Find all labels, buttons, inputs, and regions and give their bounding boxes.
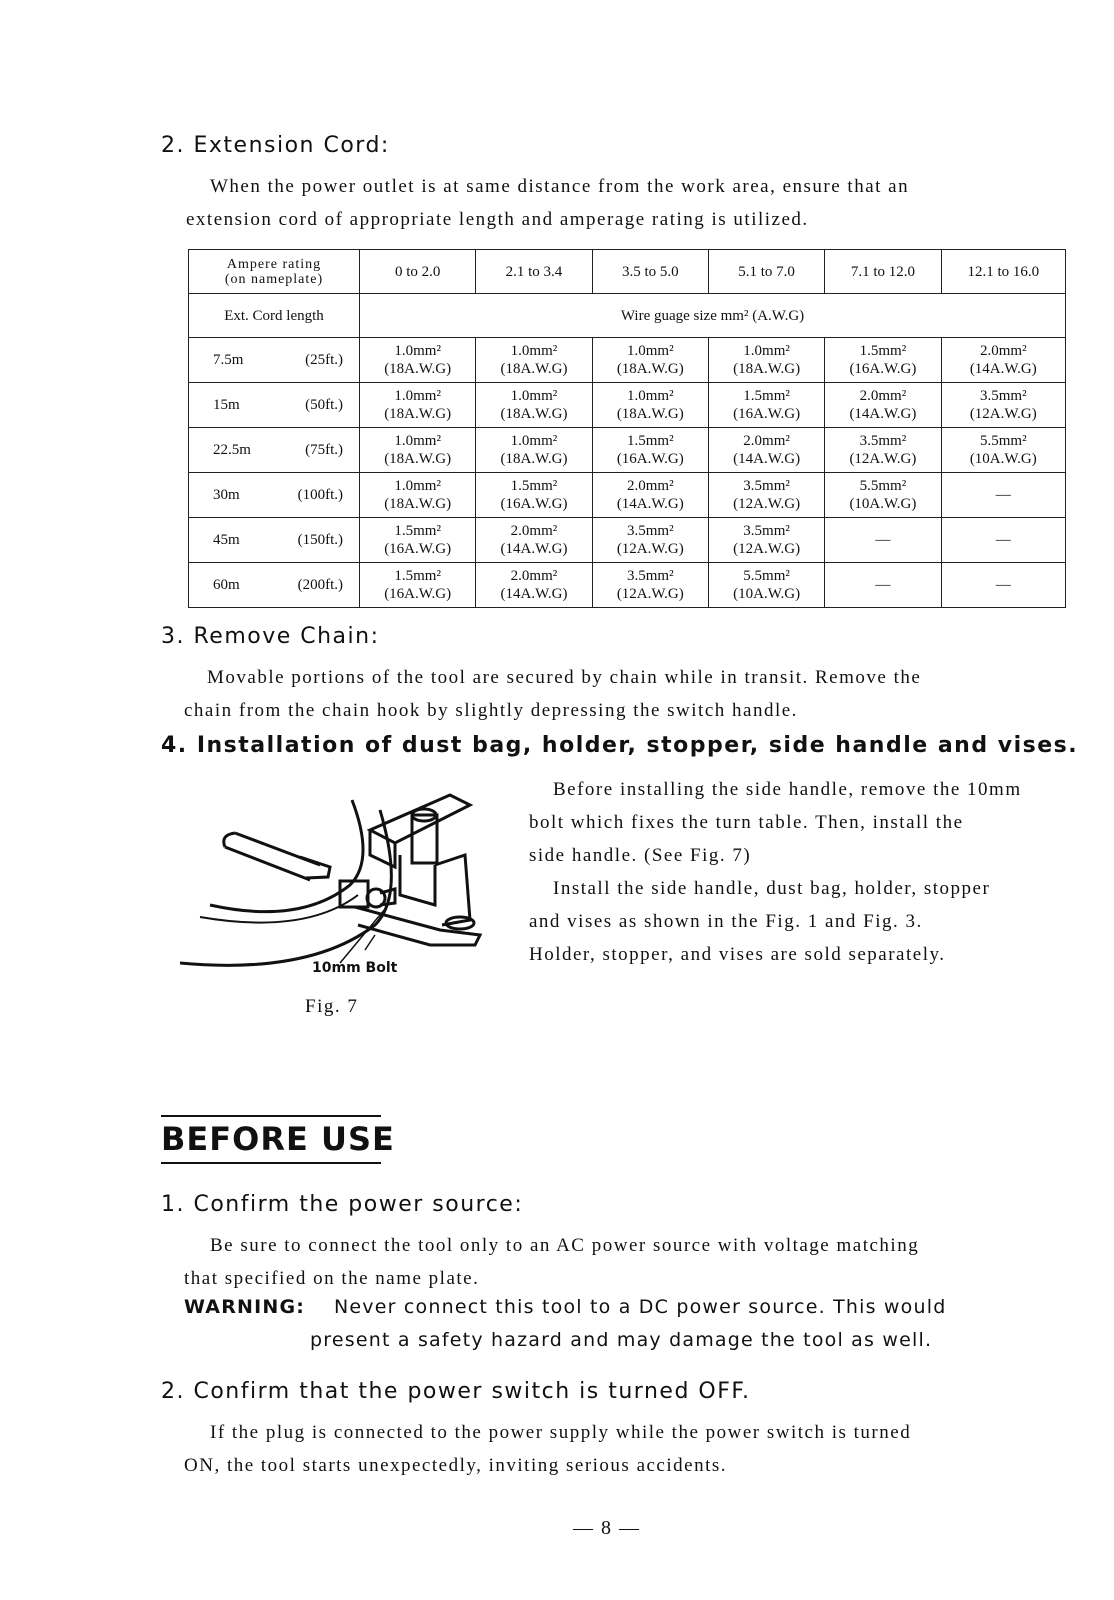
gauge-awg: (18A.W.G) <box>384 406 452 422</box>
gauge-mm2: 1.5mm² <box>394 568 441 584</box>
gauge-cell <box>825 338 941 383</box>
gauge-cell <box>825 563 941 608</box>
length-feet: (100ft.) <box>297 487 343 503</box>
cord-length-cell <box>189 428 360 473</box>
cord-length-cell <box>189 563 360 608</box>
gauge-cell <box>941 338 1065 383</box>
gauge-awg: (10A.W.G) <box>733 586 801 602</box>
range-header: 5.1 to 7.0 <box>708 250 824 294</box>
gauge-cell <box>592 383 708 428</box>
length-meters: 60m <box>213 577 240 593</box>
table-row <box>189 383 1066 428</box>
gauge-cell <box>592 518 708 563</box>
gauge-awg: (18A.W.G) <box>500 406 568 422</box>
gauge-awg: (14A.W.G) <box>616 496 684 512</box>
install-line2: bolt which fixes the turn table. Then, install the <box>529 812 964 833</box>
gauge-cell <box>941 428 1065 473</box>
gauge-mm2: 3.5mm² <box>859 433 907 449</box>
switch-para-line1: If the plug is connected to the power supply while the power switch is turned <box>210 1422 912 1443</box>
table-row <box>189 338 1066 383</box>
gauge-cell <box>592 338 708 383</box>
range-header: 2.1 to 3.4 <box>476 250 592 294</box>
gauge-cell <box>476 338 592 383</box>
length-feet: (75ft.) <box>305 442 343 458</box>
gauge-cell <box>825 428 941 473</box>
page-number: — 8 — <box>573 1517 641 1539</box>
switch-para-line2: ON, the tool starts unexpectedly, inviting serious accidents. <box>184 1455 728 1476</box>
gauge-mm2: 5.5mm² <box>743 568 790 584</box>
table-row <box>189 473 1066 518</box>
install-line3: side handle. (See Fig. 7) <box>529 845 752 866</box>
warning-line1: Never connect this tool to a DC power source. This would <box>334 1296 947 1318</box>
power-source-para-line2: that specified on the name plate. <box>184 1268 480 1289</box>
gauge-awg: (14A.W.G) <box>500 586 568 602</box>
gauge-mm2: 1.0mm² <box>743 343 790 359</box>
gauge-mm2: 1.0mm² <box>626 343 674 359</box>
gauge-mm2: 3.5mm² <box>979 388 1027 404</box>
gauge-cell <box>360 428 476 473</box>
gauge-cell <box>592 428 708 473</box>
fig7-bolt-label: 10mm Bolt <box>312 960 398 976</box>
gauge-awg: (14A.W.G) <box>733 451 801 467</box>
before-use-top-rule <box>161 1115 381 1117</box>
install-line5: and vises as shown in the Fig. 1 and Fig. 3. <box>529 911 923 932</box>
gauge-cell <box>708 428 824 473</box>
gauge-mm2: 2.0mm² <box>510 523 558 539</box>
gauge-cell <box>476 473 592 518</box>
gauge-awg: (18A.W.G) <box>500 361 568 377</box>
length-meters: 22.5m <box>213 442 251 458</box>
gauge-awg: (18A.W.G) <box>500 451 568 467</box>
nameplate-label: (on nameplate) <box>224 271 324 287</box>
before-use-bottom-rule <box>161 1162 381 1164</box>
gauge-mm2: 1.0mm² <box>394 433 441 449</box>
install-line6: Holder, stopper, and vises are sold separately. <box>529 944 946 965</box>
gauge-mm2: — <box>875 532 891 548</box>
gauge-cell <box>476 518 592 563</box>
gauge-mm2: 5.5mm² <box>979 433 1027 449</box>
gauge-cell <box>476 428 592 473</box>
ext-cord-length-header: Ext. Cord length <box>189 294 360 338</box>
gauge-cell <box>476 383 592 428</box>
gauge-cell <box>941 473 1065 518</box>
gauge-mm2: 1.0mm² <box>394 388 441 404</box>
gauge-mm2: 1.5mm² <box>510 478 558 494</box>
gauge-mm2: 1.5mm² <box>626 433 674 449</box>
gauge-awg: (12A.W.G) <box>733 541 801 557</box>
gauge-cell <box>476 563 592 608</box>
length-feet: (25ft.) <box>305 352 343 368</box>
length-meters: 7.5m <box>213 352 244 368</box>
gauge-mm2: 3.5mm² <box>626 568 674 584</box>
gauge-mm2: 2.0mm² <box>626 478 674 494</box>
gauge-mm2: 3.5mm² <box>626 523 674 539</box>
gauge-cell <box>708 563 824 608</box>
gauge-awg: (12A.W.G) <box>616 541 684 557</box>
confirm-power-source-title: 1. Confirm the power source: <box>161 1192 524 1217</box>
gauge-cell <box>825 518 941 563</box>
section-title-installation: 4. Installation of dust bag, holder, stopper, side handle and vises. <box>161 733 1079 758</box>
length-feet: (150ft.) <box>297 532 343 548</box>
table-row <box>189 518 1066 563</box>
range-header: 3.5 to 5.0 <box>592 250 708 294</box>
gauge-awg: (12A.W.G) <box>733 496 801 512</box>
gauge-awg: (10A.W.G) <box>849 496 917 512</box>
gauge-cell <box>592 563 708 608</box>
cord-length-cell <box>189 338 360 383</box>
install-line1: Before installing the side handle, remove the 10mm <box>553 779 1022 800</box>
length-meters: 30m <box>213 487 240 503</box>
gauge-cell <box>941 563 1065 608</box>
wire-gauge-header: Wire guage size mm² (A.W.G) <box>360 294 1066 338</box>
chain-para-line2: chain from the chain hook by slightly depressing the switch handle. <box>184 700 798 721</box>
cord-length-cell <box>189 473 360 518</box>
gauge-cell <box>360 473 476 518</box>
extension-para-line1: When the power outlet is at same distance from the work area, ensure that an <box>210 176 910 197</box>
length-feet: (200ft.) <box>297 577 343 593</box>
gauge-mm2: 1.0mm² <box>510 343 558 359</box>
range-header: 7.1 to 12.0 <box>825 250 941 294</box>
gauge-cell <box>708 518 824 563</box>
gauge-mm2: 5.5mm² <box>859 478 907 494</box>
gauge-mm2: 3.5mm² <box>743 478 790 494</box>
power-source-para-line1: Be sure to connect the tool only to an AC power source with voltage matching <box>210 1235 920 1256</box>
gauge-awg: (14A.W.G) <box>500 541 568 557</box>
gauge-mm2: 1.0mm² <box>394 478 441 494</box>
gauge-mm2: 1.0mm² <box>394 343 441 359</box>
wire-gauge-table <box>188 249 1066 608</box>
gauge-cell <box>360 338 476 383</box>
gauge-cell <box>360 563 476 608</box>
warning-line2: present a safety hazard and may damage the tool as well. <box>310 1329 933 1351</box>
gauge-cell <box>708 338 824 383</box>
gauge-awg: (16A.W.G) <box>733 406 801 422</box>
gauge-awg: (16A.W.G) <box>384 586 452 602</box>
length-meters: 15m <box>213 397 240 413</box>
gauge-mm2: 1.0mm² <box>626 388 674 404</box>
gauge-awg: (14A.W.G) <box>849 406 917 422</box>
cord-length-cell <box>189 518 360 563</box>
gauge-awg: (12A.W.G) <box>616 586 684 602</box>
gauge-mm2: 2.0mm² <box>510 568 558 584</box>
length-meters: 45m <box>213 532 240 548</box>
gauge-awg: (18A.W.G) <box>384 361 452 377</box>
chain-para-line1: Movable portions of the tool are secured by chain while in transit. Remove the <box>207 667 922 688</box>
gauge-mm2: 1.5mm² <box>743 388 790 404</box>
gauge-cell <box>360 518 476 563</box>
gauge-mm2: — <box>995 577 1011 593</box>
before-use-heading: BEFORE USE <box>161 1120 395 1158</box>
ampere-rating-label: Ampere rating <box>226 256 322 272</box>
table-row <box>189 428 1066 473</box>
gauge-awg: (18A.W.G) <box>616 361 684 377</box>
gauge-cell <box>592 473 708 518</box>
gauge-awg: (16A.W.G) <box>616 451 684 467</box>
gauge-awg: (18A.W.G) <box>384 496 452 512</box>
confirm-switch-off-title: 2. Confirm that the power switch is turned OFF. <box>161 1379 751 1404</box>
gauge-mm2: 1.0mm² <box>510 433 558 449</box>
gauge-cell <box>825 473 941 518</box>
gauge-cell <box>941 518 1065 563</box>
gauge-mm2: 2.0mm² <box>979 343 1027 359</box>
gauge-awg: (18A.W.G) <box>616 406 684 422</box>
section-title-remove-chain: 3. Remove Chain: <box>161 624 380 649</box>
gauge-awg: (16A.W.G) <box>849 361 917 377</box>
install-line4: Install the side handle, dust bag, holder, stopper <box>553 878 991 899</box>
warning-label: WARNING: <box>184 1296 306 1318</box>
gauge-mm2: 3.5mm² <box>743 523 790 539</box>
gauge-mm2: 1.0mm² <box>510 388 558 404</box>
gauge-awg: (16A.W.G) <box>384 541 452 557</box>
gauge-mm2: 1.5mm² <box>859 343 907 359</box>
length-feet: (50ft.) <box>305 397 343 413</box>
gauge-awg: (14A.W.G) <box>969 361 1037 377</box>
gauge-cell <box>360 383 476 428</box>
gauge-awg: (16A.W.G) <box>500 496 568 512</box>
extension-para-line2: extension cord of appropriate length and amperage rating is utilized. <box>186 209 809 230</box>
gauge-awg: (18A.W.G) <box>733 361 801 377</box>
gauge-cell <box>708 383 824 428</box>
ampere-rating-header <box>189 250 360 294</box>
gauge-mm2: 2.0mm² <box>859 388 907 404</box>
gauge-cell <box>708 473 824 518</box>
gauge-cell <box>941 383 1065 428</box>
table-row <box>189 563 1066 608</box>
gauge-awg: (12A.W.G) <box>849 451 917 467</box>
cord-length-cell <box>189 383 360 428</box>
gauge-mm2: 2.0mm² <box>743 433 790 449</box>
gauge-mm2: — <box>995 532 1011 548</box>
section-title-extension-cord: 2. Extension Cord: <box>161 133 390 158</box>
gauge-mm2: 1.5mm² <box>394 523 441 539</box>
range-header: 12.1 to 16.0 <box>941 250 1065 294</box>
gauge-mm2: — <box>995 487 1011 503</box>
gauge-cell <box>825 383 941 428</box>
range-header: 0 to 2.0 <box>360 250 476 294</box>
gauge-awg: (18A.W.G) <box>384 451 452 467</box>
gauge-awg: (12A.W.G) <box>969 406 1037 422</box>
fig7-caption: Fig. 7 <box>305 996 359 1017</box>
gauge-awg: (10A.W.G) <box>969 451 1037 467</box>
gauge-mm2: — <box>875 577 891 593</box>
